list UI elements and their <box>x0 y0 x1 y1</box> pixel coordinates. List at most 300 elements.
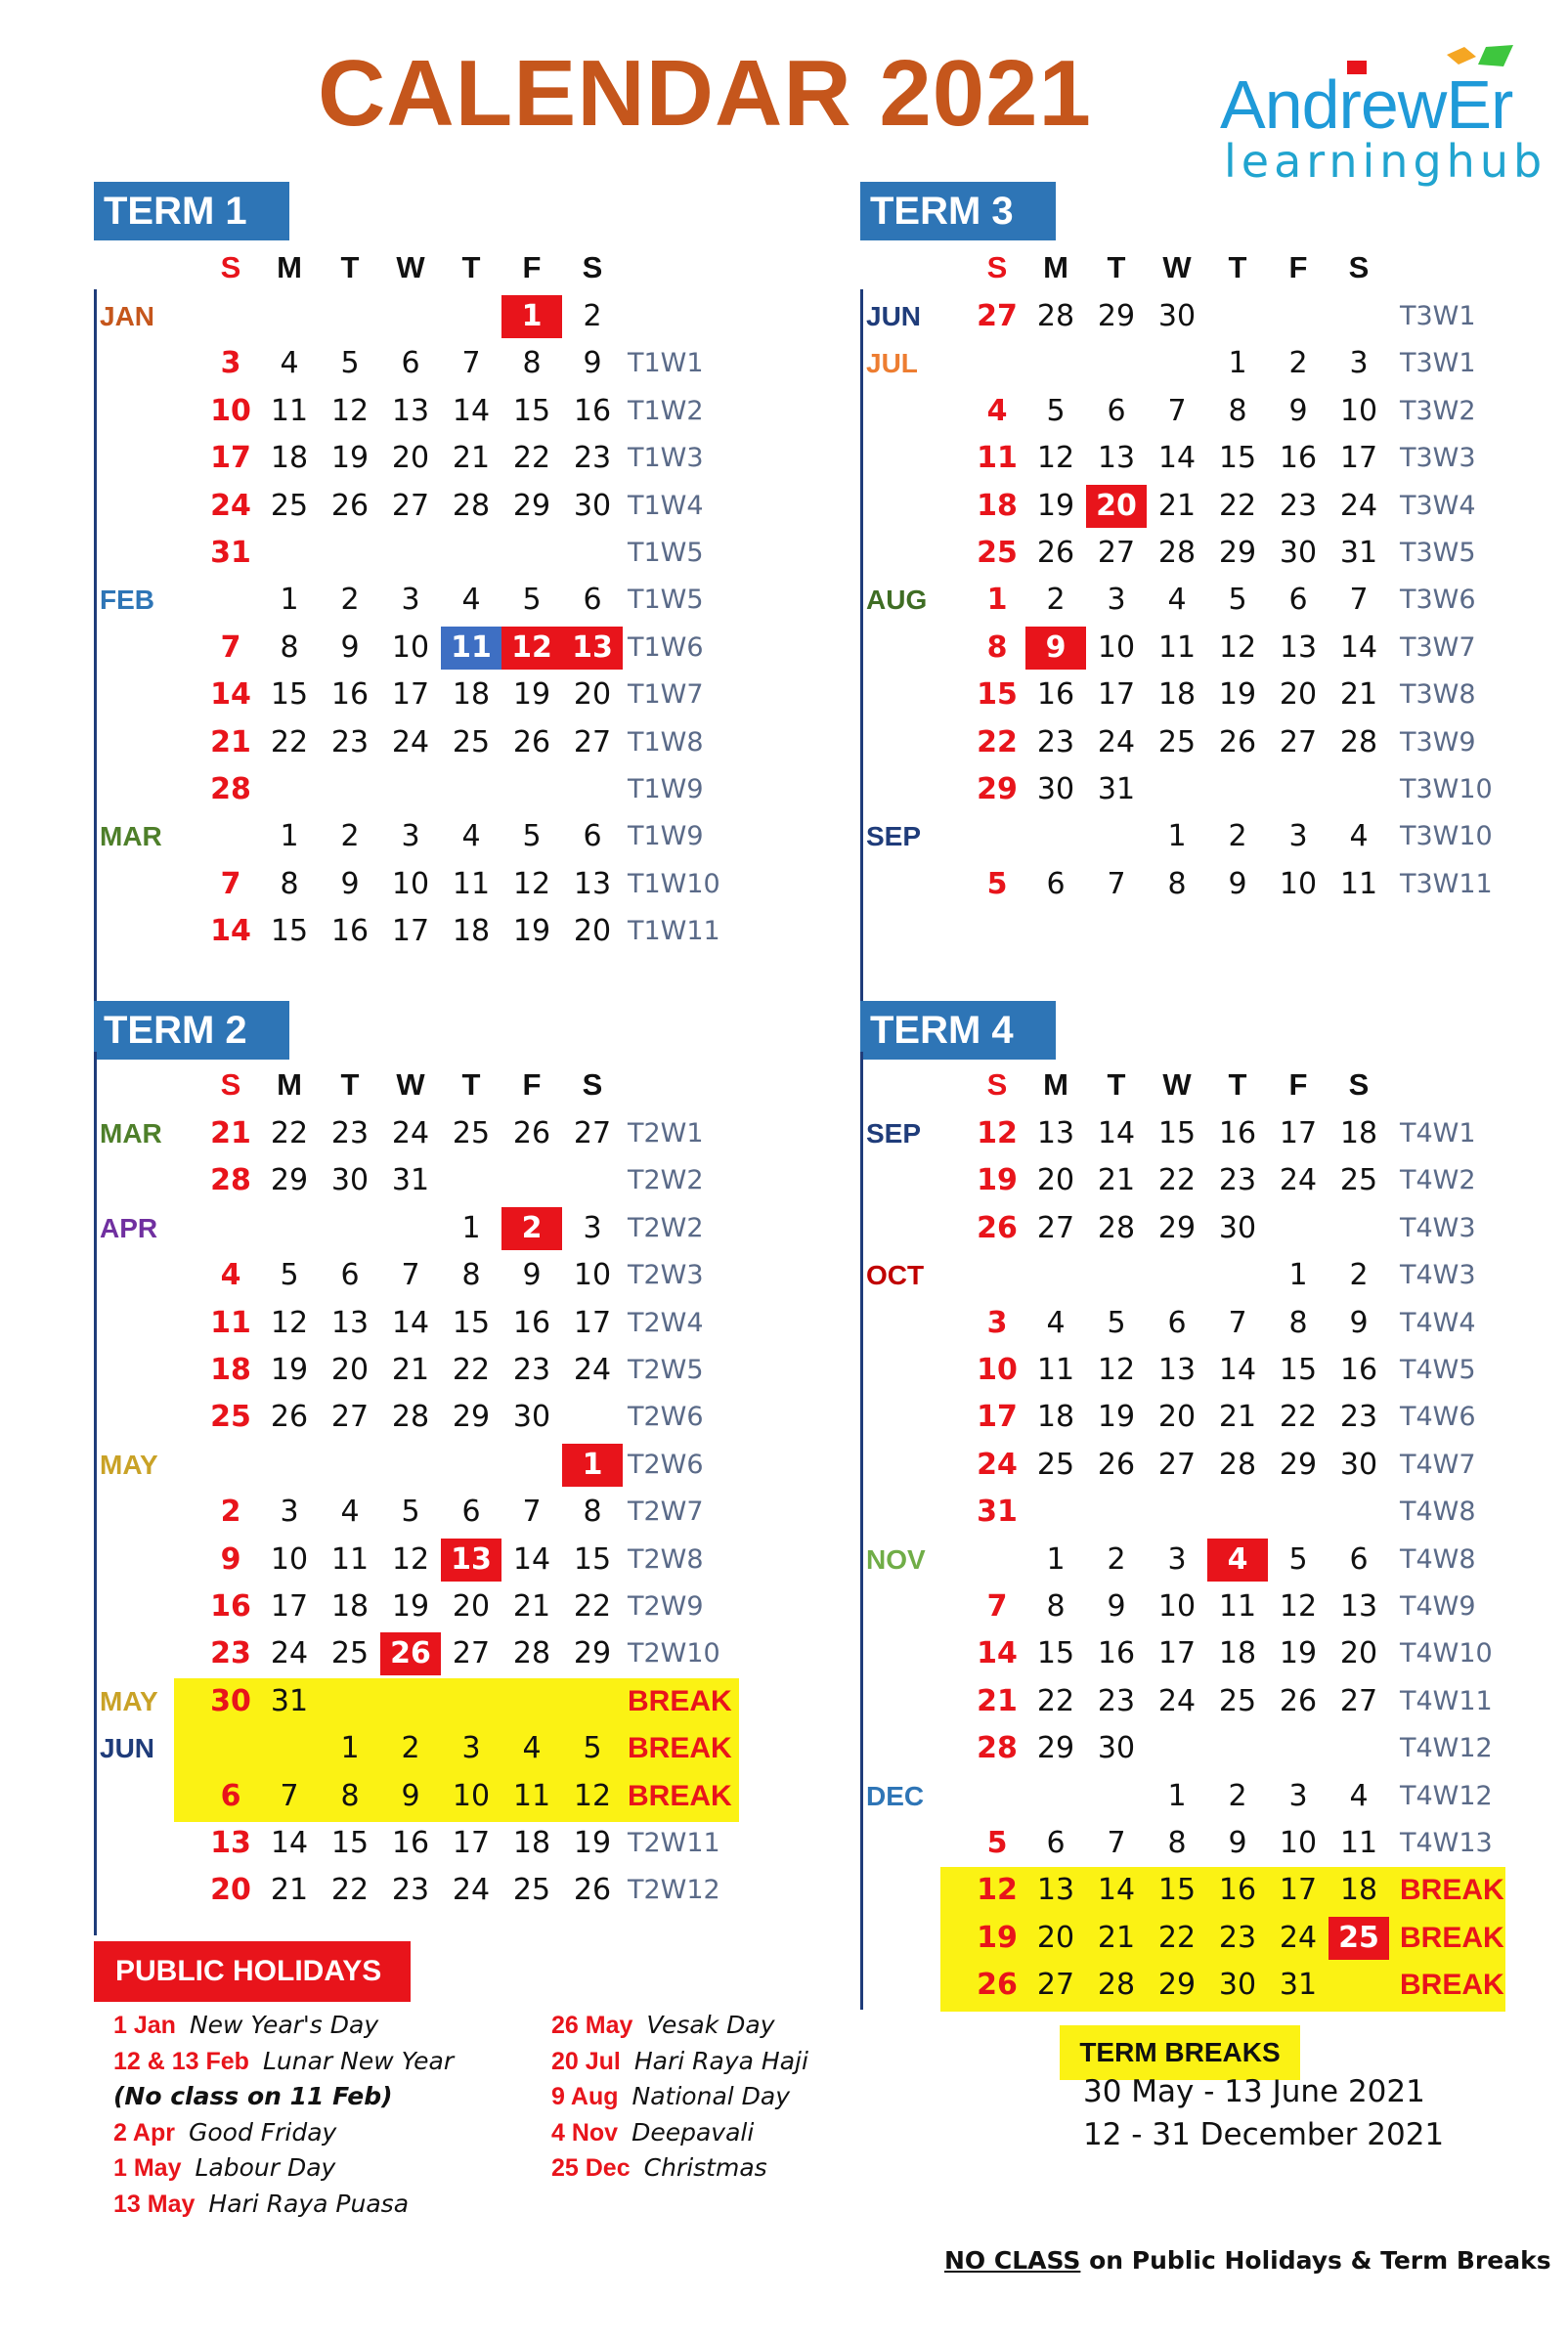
calendar-day: 29 <box>1279 1447 1318 1482</box>
calendar-day: 9 <box>220 1541 241 1577</box>
calendar-day: 27 <box>1279 724 1318 759</box>
day-header: T <box>461 250 481 284</box>
calendar-day: 13 <box>573 866 612 901</box>
calendar-day: 28 <box>1036 299 1075 333</box>
calendar-day: 19 <box>1097 1400 1136 1435</box>
week-label: T3W8 <box>1400 679 1476 711</box>
holiday-entry <box>551 2044 808 2079</box>
month-label: FEB <box>100 585 154 616</box>
calendar-day: 1 <box>986 583 1008 618</box>
month-label: MAY <box>100 1449 158 1480</box>
calendar-day: 14 <box>977 1636 1018 1671</box>
calendar-day: 9 <box>1228 1826 1247 1860</box>
calendar-day: 10 <box>452 1778 491 1813</box>
calendar-day: 25 <box>270 488 309 523</box>
holiday-entry <box>113 2079 393 2114</box>
calendar-day: 13 <box>1157 1353 1197 1387</box>
calendar-day: 6 <box>1349 1541 1369 1577</box>
term-heading: TERM 2 <box>94 1001 289 1060</box>
holiday-date: 1 May <box>113 2154 182 2182</box>
week-label: T2W1 <box>628 1118 704 1149</box>
calendar-day: 2 <box>220 1495 241 1530</box>
calendar-day: 6 <box>583 583 602 618</box>
calendar-day: 25 <box>1036 1447 1075 1482</box>
calendar-day: 24 <box>1279 1163 1318 1198</box>
week-label: T1W9 <box>628 774 704 804</box>
calendar-day: 26 <box>512 1116 551 1150</box>
term-heading: TERM 4 <box>860 1001 1056 1060</box>
term-break-line-2: 12 - 31 December 2021 <box>1083 2117 1445 2152</box>
calendar-day: 11 <box>977 441 1018 476</box>
calendar-day: 23 <box>1036 724 1075 759</box>
week-label: T4W8 <box>1400 1543 1476 1575</box>
calendar-day: 29 <box>573 1636 612 1671</box>
calendar-day: 8 <box>1167 866 1187 901</box>
calendar-day: 26 <box>573 1873 612 1908</box>
calendar-day: 17 <box>1279 1873 1318 1908</box>
month-label: MAR <box>100 1118 162 1149</box>
calendar-day: 7 <box>1107 1826 1126 1860</box>
day-header: S <box>986 250 1008 284</box>
holiday-name: Hari Raya Haji <box>633 2046 808 2075</box>
week-label: T4W1 <box>1400 1118 1476 1149</box>
calendar-day: 19 <box>573 1826 612 1860</box>
calendar-day: 11 <box>441 627 501 670</box>
term-divider-line <box>94 289 97 1003</box>
calendar-day: 5 <box>1107 1305 1126 1340</box>
calendar-day: 13 <box>391 393 430 428</box>
calendar-day: 8 <box>1228 393 1247 428</box>
day-header: W <box>396 250 425 284</box>
calendar-day: 29 <box>1157 1968 1197 2003</box>
week-label: T4W5 <box>1400 1355 1476 1385</box>
calendar-day: 7 <box>522 1495 542 1530</box>
calendar-day: 29 <box>1157 1210 1197 1245</box>
calendar-day: 25 <box>512 1873 551 1908</box>
calendar-day: 25 <box>1157 724 1197 759</box>
day-header: S <box>582 1067 603 1102</box>
calendar-day: 8 <box>461 1258 481 1293</box>
calendar-day: 23 <box>210 1636 251 1671</box>
calendar-day: 28 <box>977 1731 1018 1766</box>
calendar-day: 28 <box>1097 1968 1136 2003</box>
calendar-day: 17 <box>1279 1116 1318 1150</box>
week-label: T3W9 <box>1400 726 1476 758</box>
week-label: T4W11 <box>1400 1685 1493 1716</box>
calendar-day: 10 <box>391 866 430 901</box>
calendar-day: 14 <box>1097 1873 1136 1908</box>
calendar-day: 15 <box>1157 1873 1197 1908</box>
calendar-day: 17 <box>573 1305 612 1340</box>
holiday-name: Hari Raya Puasa <box>208 2189 410 2218</box>
calendar-day: 7 <box>1107 866 1126 901</box>
footer-no-class: NO CLASS <box>944 2246 1081 2275</box>
calendar-day: 2 <box>1288 346 1308 381</box>
week-label: T1W8 <box>628 726 704 758</box>
calendar-day: 18 <box>210 1353 251 1387</box>
calendar-day: 21 <box>1339 677 1378 713</box>
holiday-date: 20 Jul <box>551 2047 621 2075</box>
calendar-day: 31 <box>1339 536 1378 570</box>
calendar-day: 4 <box>461 583 481 618</box>
calendar-day: 3 <box>583 1210 602 1245</box>
calendar-day: 31 <box>1097 772 1136 806</box>
week-label: T3W2 <box>1400 395 1476 426</box>
calendar-day: 28 <box>452 488 491 523</box>
term-breaks-heading: TERM BREAKS <box>1060 2025 1300 2080</box>
calendar-day: 20 <box>573 677 612 713</box>
calendar-day: 15 <box>1157 1116 1197 1150</box>
holiday-name: National Day <box>632 2082 791 2110</box>
calendar-day: 9 <box>340 866 360 901</box>
calendar-day: 21 <box>452 441 491 476</box>
calendar-day: 16 <box>330 677 370 713</box>
week-label: T2W10 <box>628 1638 720 1670</box>
calendar-day: 14 <box>512 1541 551 1577</box>
week-label: T1W5 <box>628 538 704 568</box>
day-header: T <box>461 1067 481 1102</box>
day-header: S <box>220 250 241 284</box>
calendar-day: 24 <box>210 488 251 523</box>
calendar-day: 15 <box>270 677 309 713</box>
calendar-day: 2 <box>401 1731 420 1766</box>
calendar-day: 10 <box>573 1258 612 1293</box>
calendar-day: 6 <box>461 1495 481 1530</box>
calendar-day: 8 <box>522 346 542 381</box>
calendar-day: 12 <box>501 627 562 670</box>
calendar-day: 19 <box>1218 677 1257 713</box>
calendar-day: 17 <box>210 441 251 476</box>
calendar-day: 2 <box>1228 1778 1247 1813</box>
calendar-day: 27 <box>1036 1210 1075 1245</box>
calendar-day: 15 <box>1036 1636 1075 1671</box>
calendar-day: 12 <box>1097 1353 1136 1387</box>
calendar-day: 28 <box>512 1636 551 1671</box>
calendar-day: 17 <box>391 677 430 713</box>
calendar-day: 20 <box>1036 1163 1075 1198</box>
calendar-day: 19 <box>270 1353 309 1387</box>
calendar-day: 11 <box>1339 1826 1378 1860</box>
calendar-day: 28 <box>1157 536 1197 570</box>
day-header: T <box>340 1067 360 1102</box>
calendar-day: 4 <box>461 819 481 854</box>
calendar-day: 5 <box>280 1258 299 1293</box>
calendar-day: 15 <box>330 1826 370 1860</box>
week-label: T4W4 <box>1400 1307 1476 1338</box>
calendar-day: 20 <box>573 914 612 949</box>
calendar-day: 18 <box>1339 1116 1378 1150</box>
month-label: JUL <box>866 348 918 379</box>
calendar-day: 4 <box>1207 1539 1268 1582</box>
week-label: T2W5 <box>628 1355 704 1385</box>
calendar-day: 21 <box>391 1353 430 1387</box>
calendar-day: 20 <box>1339 1636 1378 1671</box>
calendar-day: 25 <box>1328 1917 1389 1960</box>
calendar-day: 3 <box>1288 819 1308 854</box>
calendar-day: 26 <box>380 1632 441 1675</box>
calendar-day: 12 <box>573 1778 612 1813</box>
calendar-day: 3 <box>461 1731 481 1766</box>
calendar-day: 31 <box>210 536 251 570</box>
calendar-day: 9 <box>1349 1305 1369 1340</box>
day-header: M <box>277 250 302 284</box>
week-label: T3W5 <box>1400 538 1476 568</box>
calendar-day: 16 <box>210 1589 251 1624</box>
calendar-day: 1 <box>280 583 299 618</box>
calendar-day: 15 <box>1218 441 1257 476</box>
calendar-day: 19 <box>512 677 551 713</box>
calendar-day: 20 <box>1036 1920 1075 1955</box>
calendar-day: 8 <box>1046 1589 1066 1624</box>
calendar-day: 18 <box>330 1589 370 1624</box>
week-label: T1W11 <box>628 916 720 947</box>
calendar-day: 4 <box>1349 1778 1369 1813</box>
calendar-day: 30 <box>573 488 612 523</box>
calendar-day: 6 <box>1046 866 1066 901</box>
calendar-day: 11 <box>1157 629 1197 665</box>
week-label: T2W11 <box>628 1828 720 1858</box>
calendar-day: 4 <box>1046 1305 1066 1340</box>
calendar-day: 26 <box>512 724 551 759</box>
day-header: S <box>1348 250 1370 284</box>
calendar-day: 27 <box>1339 1683 1378 1718</box>
month-label: DEC <box>866 1780 925 1811</box>
calendar-day: 17 <box>391 914 430 949</box>
calendar-day: 7 <box>1349 583 1369 618</box>
calendar-day: 9 <box>340 629 360 665</box>
calendar-day: 30 <box>1036 772 1075 806</box>
holiday-date: 4 Nov <box>551 2118 619 2147</box>
holiday-name: New Year's Day <box>189 2011 379 2039</box>
calendar-day: 16 <box>391 1826 430 1860</box>
calendar-day: 8 <box>986 629 1008 665</box>
calendar-day: 29 <box>270 1163 309 1198</box>
calendar-day: 13 <box>1036 1116 1075 1150</box>
break-label: BREAK <box>628 1684 732 1717</box>
calendar-day: 23 <box>1279 488 1318 523</box>
week-label: T1W2 <box>628 395 704 426</box>
calendar-day: 24 <box>1279 1920 1318 1955</box>
calendar-day: 22 <box>330 1873 370 1908</box>
calendar-day: 21 <box>977 1683 1018 1718</box>
calendar-day: 27 <box>977 299 1018 333</box>
calendar-day: 16 <box>1339 1353 1378 1387</box>
calendar-day: 25 <box>330 1636 370 1671</box>
week-label: T2W2 <box>628 1165 704 1196</box>
calendar-day: 4 <box>220 1258 241 1293</box>
calendar-day: 10 <box>1279 866 1318 901</box>
holiday-entry <box>551 2115 754 2150</box>
calendar-day: 16 <box>573 393 612 428</box>
week-label: T2W6 <box>628 1402 704 1433</box>
calendar-day: 30 <box>1218 1210 1257 1245</box>
calendar-day: 21 <box>1097 1163 1136 1198</box>
calendar-day: 1 <box>1167 1778 1187 1813</box>
month-label: APR <box>100 1212 158 1243</box>
calendar-day: 13 <box>1097 441 1136 476</box>
week-label: T1W10 <box>628 868 720 899</box>
holiday-name: Vesak Day <box>646 2011 775 2039</box>
calendar-day: 11 <box>1036 1353 1075 1387</box>
calendar-day: 27 <box>452 1636 491 1671</box>
calendar-day: 21 <box>210 1116 251 1150</box>
footer-rest: on Public Holidays & Term Breaks <box>1080 2246 1551 2275</box>
calendar-day: 11 <box>270 393 309 428</box>
term-divider-line <box>860 1052 863 2010</box>
calendar-day: 7 <box>220 866 241 901</box>
calendar-day: 15 <box>270 914 309 949</box>
calendar-day: 1 <box>280 819 299 854</box>
calendar-day: 3 <box>280 1495 299 1530</box>
calendar-day: 29 <box>1036 1731 1075 1766</box>
calendar-day: 10 <box>1339 393 1378 428</box>
calendar-day: 11 <box>210 1305 251 1340</box>
calendar-day: 14 <box>452 393 491 428</box>
week-label: T2W6 <box>628 1449 704 1480</box>
footer-note <box>944 2246 1551 2275</box>
calendar-day: 18 <box>270 441 309 476</box>
calendar-day: 27 <box>391 488 430 523</box>
day-header: W <box>1162 250 1192 284</box>
calendar-day: 14 <box>1339 629 1378 665</box>
calendar-day: 11 <box>1339 866 1378 901</box>
calendar-day: 1 <box>1046 1541 1066 1577</box>
calendar-day: 15 <box>977 677 1018 713</box>
calendar-day: 30 <box>1157 299 1197 333</box>
calendar-day: 12 <box>1036 441 1075 476</box>
calendar-day: 26 <box>330 488 370 523</box>
calendar-day: 27 <box>1157 1447 1197 1482</box>
calendar-day: 21 <box>210 724 251 759</box>
week-label: T4W12 <box>1400 1733 1493 1764</box>
calendar-day: 21 <box>1218 1400 1257 1435</box>
calendar-day: 18 <box>1157 677 1197 713</box>
calendar-day: 1 <box>501 295 562 338</box>
calendar-day: 25 <box>1218 1683 1257 1718</box>
month-label: JUN <box>100 1733 155 1764</box>
break-label: BREAK <box>1400 1874 1504 1907</box>
calendar-day: 28 <box>391 1400 430 1435</box>
calendar-day: 14 <box>210 914 251 949</box>
calendar-day: 23 <box>330 724 370 759</box>
calendar-day: 1 <box>340 1731 360 1766</box>
calendar-day: 13 <box>441 1539 501 1582</box>
calendar-day: 5 <box>1288 1541 1308 1577</box>
calendar-day: 5 <box>583 1731 602 1766</box>
week-label: T4W12 <box>1400 1780 1493 1811</box>
term-heading: TERM 1 <box>94 182 289 240</box>
calendar-day: 19 <box>977 1920 1018 1955</box>
holiday-entry <box>113 2115 336 2150</box>
calendar-day: 17 <box>270 1589 309 1624</box>
holiday-name: Lunar New Year <box>262 2046 455 2075</box>
calendar-day: 11 <box>512 1778 551 1813</box>
break-label: BREAK <box>628 1732 732 1765</box>
calendar-day: 9 <box>1288 393 1308 428</box>
break-label: BREAK <box>1400 1969 1504 2002</box>
holiday-date: 9 Aug <box>551 2083 619 2110</box>
calendar-day: 11 <box>452 866 491 901</box>
term-heading: TERM 3 <box>860 182 1056 240</box>
calendar-day: 20 <box>452 1589 491 1624</box>
calendar-day: 14 <box>1218 1353 1257 1387</box>
calendar-day: 31 <box>1279 1968 1318 2003</box>
week-label: T4W8 <box>1400 1496 1476 1528</box>
calendar-day: 4 <box>280 346 299 381</box>
calendar-day: 22 <box>1036 1683 1075 1718</box>
calendar-day: 30 <box>210 1683 251 1718</box>
week-label: T3W1 <box>1400 301 1476 331</box>
calendar-day: 2 <box>340 819 360 854</box>
calendar-day: 30 <box>330 1163 370 1198</box>
calendar-day: 14 <box>391 1305 430 1340</box>
week-label: T4W7 <box>1400 1449 1476 1480</box>
calendar-day: 16 <box>1097 1636 1136 1671</box>
calendar-day: 20 <box>1086 485 1147 528</box>
calendar-day: 12 <box>1279 1589 1318 1624</box>
calendar-day: 5 <box>340 346 360 381</box>
calendar-day: 26 <box>1097 1447 1136 1482</box>
week-label: T1W6 <box>628 631 704 663</box>
day-header: T <box>340 250 360 284</box>
calendar-day: 14 <box>1097 1116 1136 1150</box>
calendar-day: 17 <box>1339 441 1378 476</box>
day-header: S <box>986 1067 1008 1102</box>
calendar-day: 5 <box>1046 393 1066 428</box>
holiday-date: 26 May <box>551 2012 633 2039</box>
week-label: T1W7 <box>628 679 704 711</box>
calendar-day: 30 <box>512 1400 551 1435</box>
holiday-name: Good Friday <box>188 2117 337 2147</box>
calendar-day: 3 <box>220 346 241 381</box>
calendar-day: 1 <box>1228 346 1247 381</box>
calendar-day: 5 <box>1228 583 1247 618</box>
week-label: T2W4 <box>628 1307 704 1338</box>
calendar-day: 26 <box>977 1968 1018 2003</box>
month-label: SEP <box>866 1118 922 1149</box>
calendar-day: 10 <box>1157 1589 1197 1624</box>
calendar-day: 31 <box>270 1683 309 1718</box>
calendar-day: 18 <box>977 488 1018 523</box>
calendar-day: 8 <box>1288 1305 1308 1340</box>
logo-line-2: learninghub <box>1224 135 1547 188</box>
month-label: MAY <box>100 1685 158 1716</box>
calendar-day: 23 <box>573 441 612 476</box>
week-label: T3W10 <box>1400 821 1493 852</box>
calendar-day: 22 <box>512 441 551 476</box>
calendar-day: 14 <box>1157 441 1197 476</box>
calendar-day: 25 <box>210 1400 251 1435</box>
holiday-date: 2 Apr <box>113 2118 175 2147</box>
day-header: T <box>1228 1067 1247 1102</box>
calendar-day: 16 <box>1279 441 1318 476</box>
week-label: T4W3 <box>1400 1260 1476 1291</box>
month-label: AUG <box>866 585 928 616</box>
calendar-day: 24 <box>1157 1683 1197 1718</box>
holiday-name: Labour Day <box>195 2153 336 2182</box>
calendar-day: 12 <box>977 1873 1018 1908</box>
calendar-day: 12 <box>977 1116 1018 1150</box>
holiday-name: Deepavali <box>632 2117 755 2147</box>
day-header: S <box>1348 1067 1370 1102</box>
calendar-day: 22 <box>1218 488 1257 523</box>
calendar-day: 18 <box>452 914 491 949</box>
calendar-day: 2 <box>1046 583 1066 618</box>
calendar-day: 27 <box>1097 536 1136 570</box>
holiday-date: 12 & 13 Feb <box>113 2047 249 2075</box>
calendar-day: 12 <box>270 1305 309 1340</box>
calendar-day: 24 <box>1097 724 1136 759</box>
